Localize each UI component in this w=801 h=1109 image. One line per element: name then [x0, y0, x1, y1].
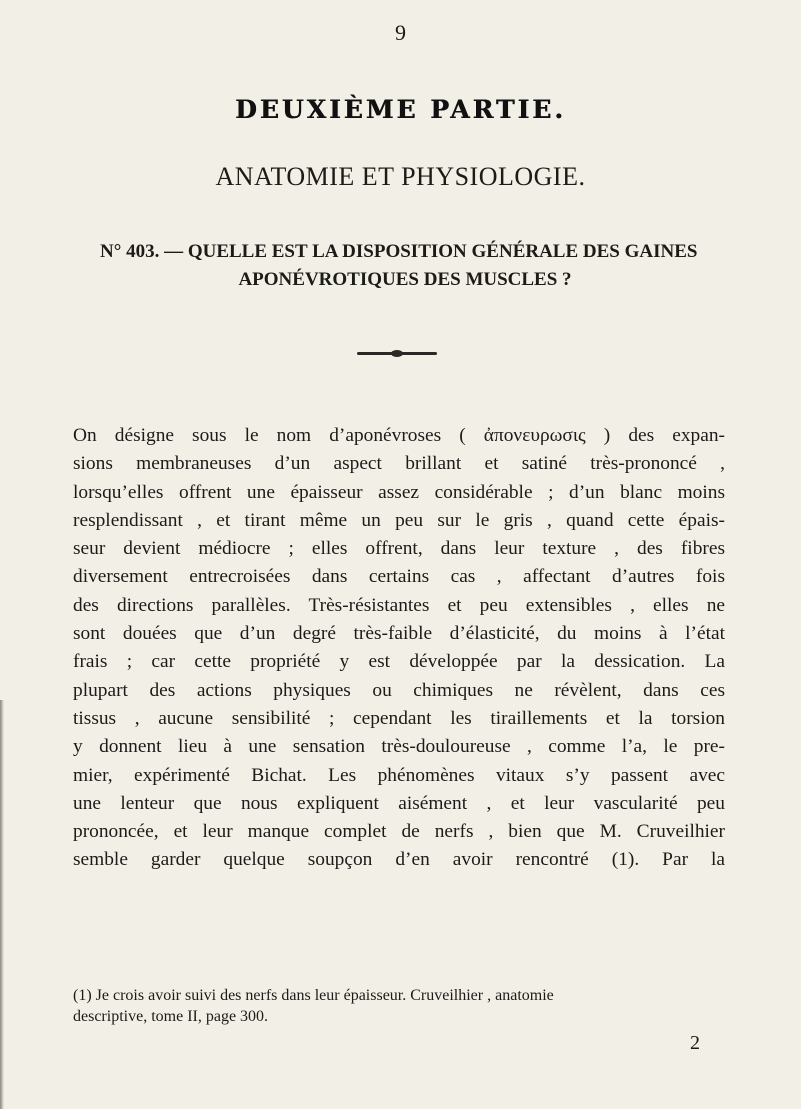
question-heading [100, 238, 710, 294]
question-line: APONÉVROTIQUES DES MUSCLES ? [238, 269, 572, 290]
text-line: frais ; car cette propriété y est développée par la dessication. La [73, 651, 725, 673]
footnote-line: (1) Je crois avoir suivi des nerfs dans leur épaisseur. Cruveilhier , anatomie [73, 987, 554, 1004]
text-line: lorsqu’elles offrent une épaisseur assez considérable ; d’un blanc moins [73, 481, 725, 503]
text-line: On désigne sous le nom d’aponévroses ( ἀπονευρωσις ) des expan- [73, 425, 725, 446]
text-line: prononcée, et leur manque complet de nerfs , bien que M. Cruveilhier [73, 821, 725, 843]
text-line: sont douées que d’un degré très-faible d’élasticité, du moins à l’état [73, 623, 725, 645]
page-edge-shadow [0, 700, 4, 1109]
text-line: des directions parallèles. Très-résistantes et peu extensibles , elles ne [73, 594, 725, 616]
page-number: 9 [395, 20, 406, 45]
text-line: semble garder quelque soupçon d’en avoir rencontré (1). Par la [73, 849, 725, 871]
footnote-line: descriptive, tome II, page 300. [73, 1008, 269, 1025]
text-line: diversement entrecroisées dans certains cas , affectant d’autres fois [73, 566, 725, 588]
question-line: N° 403. — QUELLE EST LA DISPOSITION GÉNÉRALE DES GAINES [100, 241, 698, 262]
divider-ornament [357, 352, 437, 355]
text-line: seur devient médiocre ; elles offrent, dans leur texture , des fibres [73, 538, 725, 560]
text-line: y donnent lieu à une sensation très-douloureuse , comme l’a, le pre- [73, 736, 725, 758]
text-line: plupart des actions physiques ou chimiques ne révèlent, dans ces [73, 679, 725, 701]
part-heading: DEUXIÈME PARTIE. [235, 95, 566, 124]
text-line: resplendissant , et tirant même un peu sur le gris , quand cette épais- [73, 509, 725, 531]
signature-mark: 2 [690, 1032, 700, 1054]
footnote [73, 985, 725, 1027]
text-line: mier, expérimenté Bichat. Les phénomènes vitaux s’y passent avec [73, 764, 725, 786]
text-line: une lenteur que nous expliquent aisément , et leur vascularité peu [73, 792, 725, 814]
body-paragraph [73, 422, 725, 875]
text-line: sions membraneuses d’un aspect brillant et satiné très-prononcé , [73, 453, 725, 475]
text-line: tissus , aucune sensibilité ; cependant les tiraillements et la torsion [73, 707, 725, 729]
section-title: ANATOMIE ET PHYSIOLOGIE. [215, 162, 586, 191]
